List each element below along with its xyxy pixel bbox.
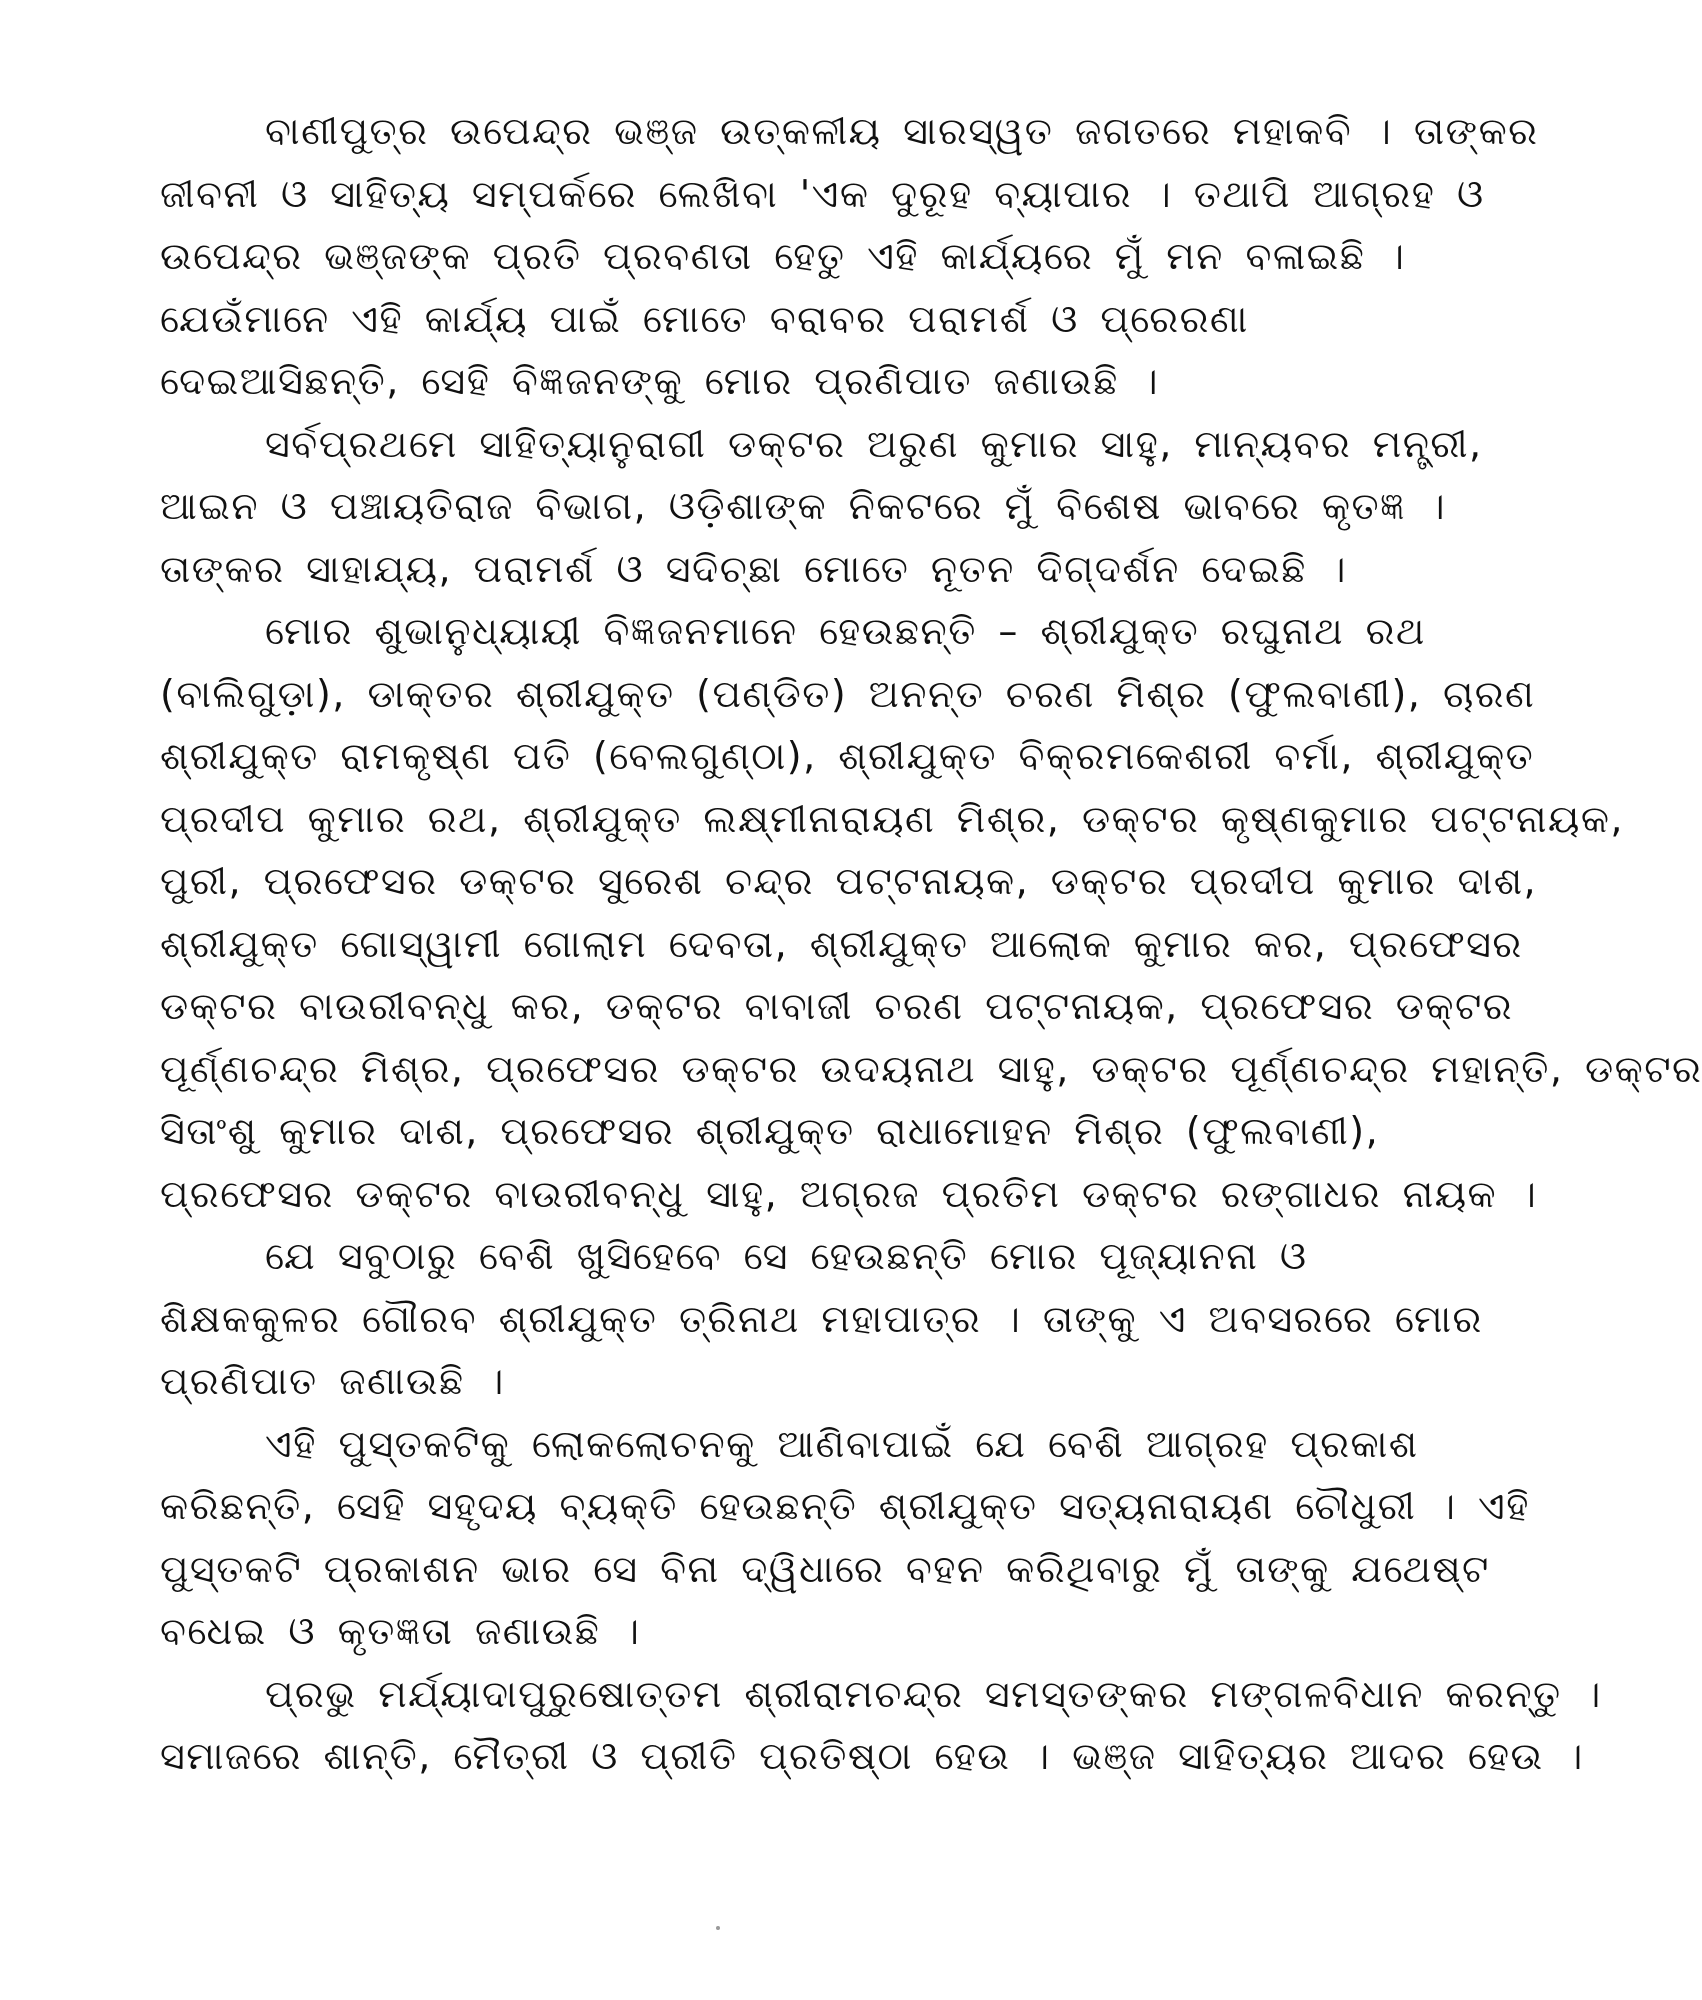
text-line: ଯେ ସବୁଠାରୁ ବେଶି ଖୁସିହେବେ ସେ ହେଉଛନ୍ତି ମୋର ପୂଜ୍ୟାନନା ଓ [265,1234,1308,1278]
text-line: ପ୍ରଫେସର ଡକ୍ଟର ବାଉରୀବନ୍ଧୁ ସାହୁ, ଅଗ୍ରଜ ପ୍ରତିମ ଡକ୍ଟର ରଙ୍ଗାଧର ନାୟକ । [160,1171,1538,1216]
text-line: ତାଙ୍କର ସାହାଯ୍ୟ, ପରାମର୍ଶ ଓ ସଦିଚ୍ଛା ମୋତେ ନୂତନ ଦିଗ୍‌ଦର୍ଶନ ଦେଇଛି । [160,546,1348,591]
paragraph-4 [160,1225,1483,1413]
paragraph-5 [160,1413,1530,1663]
text-line: ପୁସ୍ତକଟି ପ୍ରକାଶନ ଭାର ସେ ବିନା ଦ୍ୱିଧାରେ ବହନ କରିଥିବାରୁ ମୁଁ ତାଙ୍କୁ ଯଥେଷ୍ଟ [160,1546,1490,1591]
paragraph-6 [160,1663,1602,1788]
text-line: ମୋର ଶୁଭାନୁଧ୍ୟାୟୀ ବିଜ୍ଞଜନମାନେ ହେଉଛନ୍ତି – ଶ୍ରୀଯୁକ୍ତ ରଘୁନାଥ ରଥ [265,609,1426,653]
text-line: ଆଇନ ଓ ପଞ୍ଚାୟତିରାଜ ବିଭାଗ, ଓଡ଼ିଶାଙ୍କ ନିକଟରେ ମୁଁ ବିଶେଷ ଭାବରେ କୃତଜ୍ଞ । [160,484,1447,528]
text-line: ଶ୍ରୀଯୁକ୍ତ ରାମକୃଷ୍ଣ ପତି (ବେଲଗୁଣ୍ଠା), ଶ୍ରୀଯୁକ୍ତ ବିକ୍ରମକେଶରୀ ବର୍ମା, ଶ୍ରୀଯୁକ୍ତ [160,734,1535,778]
text-line: ବାଣୀପୁତ୍ର ଉପେନ୍ଦ୍ର ଭଞ୍ଜ ଉତ୍କଳୀୟ ସାରସ୍ୱତ ଜଗତରେ ମହାକବି । ତାଙ୍କର [265,109,1539,153]
text-line: (ବାଲିଗୁଡ଼ା), ଡାକ୍ତର ଶ୍ରୀଯୁକ୍ତ (ପଣ୍ଡିତ) ଅନନ୍ତ ଚରଣ ମିଶ୍ର (ଫୁଲବାଣୀ), ଚାରଣ [160,671,1536,716]
text-line: ଉପେନ୍ଦ୍ର ଭଞ୍ଜଙ୍କ ପ୍ରତି ପ୍ରବଣତା ହେତୁ ଏହି କାର୍ଯ୍ୟରେ ମୁଁ ମନ ବଳାଇଛି । [160,234,1406,278]
scan-speck [716,1926,720,1930]
text-line: ପ୍ରଣିପାତ ଜଣାଉଛି । [160,1359,505,1403]
text-line: ପ୍ରଦୀପ କୁମାର ରଥ, ଶ୍ରୀଯୁକ୍ତ ଲକ୍ଷ୍ମୀନାରାୟଣ ମିଶ୍ର, ଡକ୍ଟର କୃଷ୍ଣକୁମାର ପଟ୍ଟନାୟକ, [160,796,1624,841]
text-line: ଶିକ୍ଷକକୁଳର ଗୌରବ ଶ୍ରୀଯୁକ୍ତ ତ୍ରିନାଥ ମହାପାତ୍ର । ତାଙ୍କୁ ଏ ଅବସରରେ ମୋର [160,1296,1483,1341]
text-line: ଏହି ପୁସ୍ତକଟିକୁ ଲୋକଲୋଚନକୁ ଆଣିବାପାଇଁ ଯେ ବେଶି ଆଗ୍ରହ ପ୍ରକାଶ [265,1421,1419,1466]
text-line: ଯେଉଁମାନେ ଏହି କାର୍ଯ୍ୟ ପାଇଁ ମୋତେ ବରାବର ପରାମର୍ଶ ଓ ପ୍ରେରଣା [160,296,1249,341]
text-line: କରିଛନ୍ତି, ସେହି ସହୃଦୟ ବ୍ୟକ୍ତି ହେଉଛନ୍ତି ଶ୍ରୀଯୁକ୍ତ ସତ୍ୟନାରାୟଣ ଚୌଧୁରୀ । ଏହି [160,1484,1530,1528]
text-line: ପ୍ରଭୁ ମର୍ଯ୍ୟାଦାପୁରୁଷୋତ୍ତମ ଶ୍ରୀରାମଚନ୍ଦ୍ର ସମସ୍ତଙ୍କର ମଙ୍ଗଳବିଧାନ କରନ୍ତୁ । [265,1671,1602,1716]
text-line: ଦେଇଆସିଛନ୍ତି, ସେହି ବିଜ୍ଞଜନଙ୍କୁ ମୋର ପ୍ରଣିପାତ ଜଣାଉଛି । [160,359,1160,403]
text-line: ପୁରୀ, ପ୍ରଫେସର ଡକ୍ଟର ସୁରେଶ ଚନ୍ଦ୍ର ପଟ୍ଟନାୟକ, ଡକ୍ଟର ପ୍ରଦୀପ କୁମାର ଦାଶ, [160,859,1538,903]
text-line: ପୂର୍ଣ୍ଣଚନ୍ଦ୍ର ମିଶ୍ର, ପ୍ରଫେସର ଡକ୍ଟର ଉଦୟନାଥ ସାହୁ, ଡକ୍ଟର ପୂର୍ଣ୍ଣଚନ୍ଦ୍ର ମହାନ୍ତି, ଡକ୍ଟର [160,1046,1702,1091]
text-line: ଶ୍ରୀଯୁକ୍ତ ଗୋସ୍ୱାମୀ ଗୋଲାମ ଦେବତା, ଶ୍ରୀଯୁକ୍ତ ଆଲୋକ କୁମାର କର, ପ୍ରଫେସର [160,921,1523,966]
text-line: ଡକ୍ଟର ବାଉରୀବନ୍ଧୁ କର, ଡକ୍ଟର ବାବାଜୀ ଚରଣ ପଟ୍ଟନାୟକ, ପ୍ରଫେସର ଡକ୍ଟର [160,984,1514,1028]
text-line: ସିତାଂଶୁ କୁମାର ଦାଶ, ପ୍ରଫେସର ଶ୍ରୀଯୁକ୍ତ ରାଧାମୋହନ ମିଶ୍ର (ଫୁଲବାଣୀ), [160,1109,1380,1153]
paragraph-1 [160,100,1539,413]
text-line: ସର୍ବପ୍ରଥମେ ସାହିତ୍ୟାନୁରାଗୀ ଡକ୍ଟର ଅରୁଣ କୁମାର ସାହୁ, ମାନ୍ୟବର ମନ୍ତ୍ରୀ, [265,421,1483,466]
paragraph-2 [160,413,1483,601]
text-line: ସମାଜରେ ଶାନ୍ତି, ମୈତ୍ରୀ ଓ ପ୍ରୀତି ପ୍ରତିଷ୍ଠା ହେଉ । ଭଞ୍ଜ ସାହିତ୍ୟର ଆଦର ହେଉ । [160,1734,1584,1778]
document-body [160,100,1702,1788]
text-line: ଜୀବନୀ ଓ ସାହିତ୍ୟ ସମ୍ପର୍କରେ ଲେଖିବା 'ଏକ ଦୁରୂହ ବ୍ୟାପାର । ତଥାପି ଆଗ୍ରହ ଓ [160,171,1485,216]
text-line: ବଧେଇ ଓ କୃତଜ୍ଞତା ଜଣାଉଛି । [160,1609,641,1653]
paragraph-3 [160,600,1702,1225]
